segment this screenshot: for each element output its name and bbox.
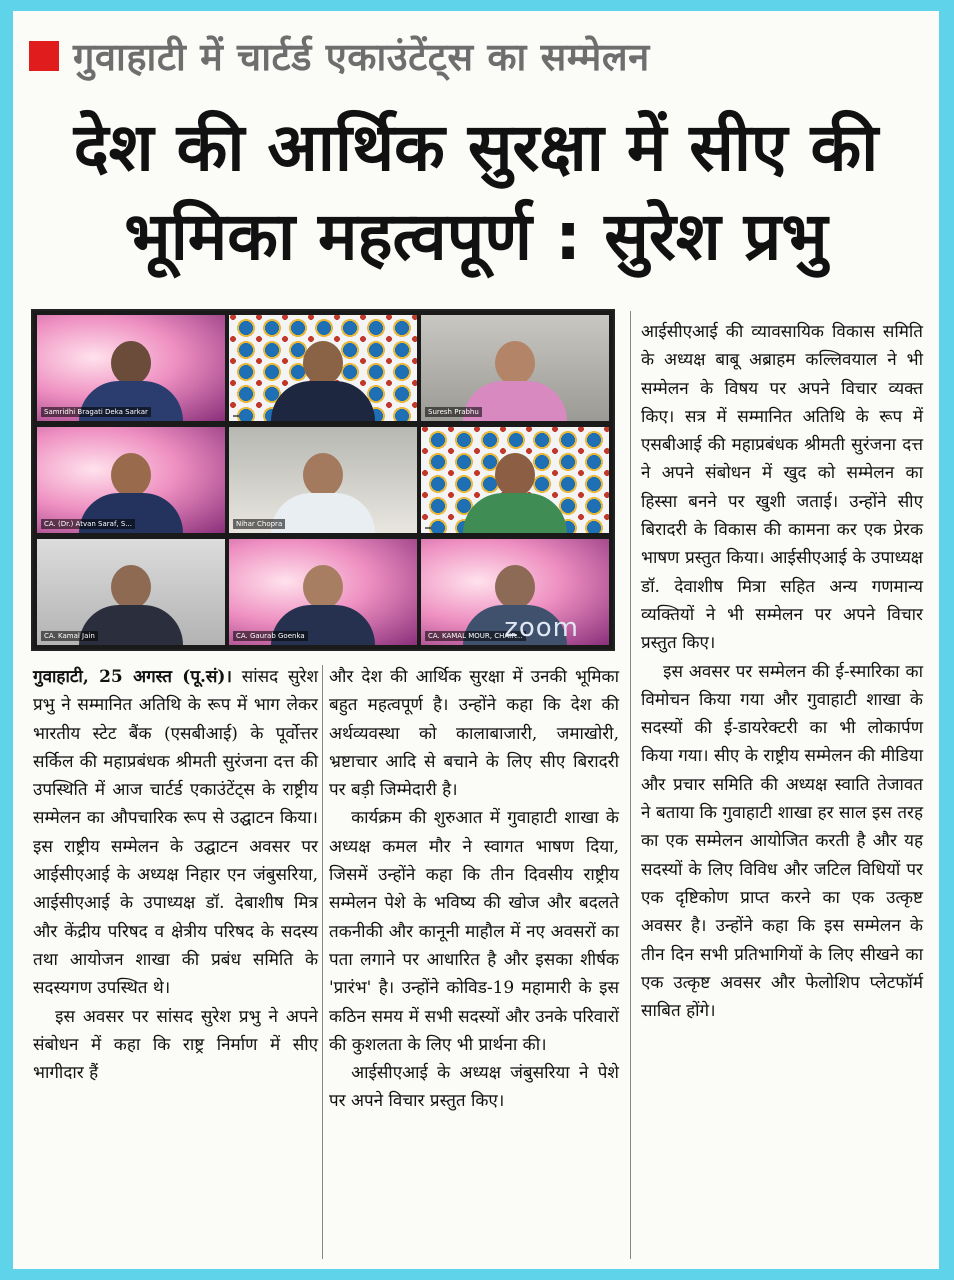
article-paragraph: आईसीएआई की व्यावसायिक विकास समिति के अध्यक्ष बाबू अब्राहम कल्लिवयाल ने भी सम्मेलन के विषय पर अपने विचार व्यक्त किए। सत्र में सम्मानित अतिथि के रूप में एसबीआई की महाप्रबंधक श्रीमती सुरंजना दत्त ने अपने संबोधन में खुद को सम्मेलन का हिस्सा बनने पर खुशी जताई। उन्होंने सीए बिरादरी के विकास की कामना कर एक प्रेरक भाषण प्रस्तुत किया। आईसीएआई के उपाध्यक्ष डॉ. देवाशीष मित्रा सहित अन्य गणमान्य व्यक्तियों ने भी सम्मेलन पर अपने विचार प्रस्तुत किए। bbox=[641, 322, 923, 654]
newspaper-clipping bbox=[13, 11, 939, 1269]
article-paragraph: और देश की आर्थिक सुरक्षा में उनकी भूमिका बहुत महत्वपूर्ण है। उन्होंने कहा कि देश की अर्थव्यवस्था को कालाबाजारी, जमाखोरी, भ्रष्टाचार आदि से बचाने के लिए सीए बिरादरी पर बड़ी जिम्मेदारी है। bbox=[329, 667, 619, 801]
zoom-watermark: zoom bbox=[504, 613, 579, 643]
article-column-1 bbox=[33, 663, 318, 1087]
video-conference-photo bbox=[31, 309, 615, 651]
participant-name: CA. Gaurab Goenka bbox=[233, 631, 308, 641]
article-column-3 bbox=[641, 318, 923, 1025]
participant-tile bbox=[37, 315, 225, 421]
red-square-bullet-icon bbox=[29, 41, 59, 71]
participant-name: CA. (Dr.) Atvan Saraf, S... bbox=[41, 519, 135, 529]
column-divider bbox=[630, 311, 631, 1259]
participant-name: Suresh Prabhu bbox=[425, 407, 482, 417]
headline-line-2: भूमिका महत्वपूर्ण : सुरेश प्रभु bbox=[124, 198, 828, 275]
participant-tile bbox=[421, 427, 609, 533]
article-column-2 bbox=[329, 663, 619, 1116]
article-paragraph: इस अवसर पर सांसद सुरेश प्रभु ने अपने संबोधन में कहा कि राष्ट्र निर्माण में सीए भागीदार हैं bbox=[33, 1006, 318, 1084]
participant-name: CA. KAMAL MOUR, CHAIR... bbox=[425, 631, 526, 641]
participant-name: CA. Kamal Jain bbox=[41, 631, 98, 641]
participant-name: Samridhi Bragati Deka Sarkar bbox=[41, 407, 151, 417]
headline-line-1: देश की आर्थिक सुरक्षा में सीए की bbox=[73, 109, 879, 186]
participant-tile bbox=[229, 539, 417, 645]
participant-tile bbox=[229, 315, 417, 421]
headline bbox=[13, 105, 939, 283]
participant-tile bbox=[421, 315, 609, 421]
participant-tile bbox=[37, 427, 225, 533]
column-divider bbox=[322, 665, 323, 1259]
article-paragraph: गुवाहाटी, 25 अगस्त (पू.सं)। सांसद सुरेश प्रभु ने सम्मानित अतिथि के रूप में भाग लेकर भारतीय स्टेट बैंक (एसबीआई) के पूर्वोत्तर सर्किल की महाप्रबंधक श्रीमती सुरंजना दत्त की उपस्थिति में आज चार्टर्ड एकाउंटेंट्स के राष्ट्रीय सम्मेलन का औपचारिक रूप से उद्घाटन किया। इस राष्ट्रीय सम्मेलन के उद्घाटन अवसर पर आईसीएआई के अध्यक्ष निहार एन जंबुसरिया, आईसीएआई के उपाध्यक्ष डॉ. देबाशीष मित्र और केंद्रीय परिषद व क्षेत्रीय परिषद के सदस्य तथा आयोजन शाखा की प्रबंध समिति के सदस्यगण उपस्थित थे। bbox=[33, 667, 319, 999]
participant-name bbox=[233, 415, 239, 417]
section-kicker bbox=[29, 17, 925, 95]
article-paragraph: कार्यक्रम की शुरुआत में गुवाहाटी शाखा के अध्यक्ष कमल मौर ने स्वागत भाषण दिया, जिसमें उन्होंने कहा कि तीन दिवसीय राष्ट्रीय सम्मेलन पेशे के भविष्य की खोज और बदलते तकनीकी और कानूनी माहौल में नए अवसरों का पता लगाने पर आधारित है और इसका शीर्षक 'प्रारंभ' है। उन्होंने कोविड-19 महामारी के इस कठिन समय में सभी सदस्यों और उनके परिवारों की कुशलता के लिए भी प्रार्थना की। bbox=[329, 808, 619, 1055]
dateline: गुवाहाटी, 25 अगस्त (पू.सं)। bbox=[33, 667, 232, 687]
participant-tile bbox=[37, 539, 225, 645]
article-paragraph: इस अवसर पर सम्मेलन की ई-स्मारिका का विमोचन किया गया और गुवाहाटी शाखा के सदस्यों की ई-डायरेक्टरी का भी लोकार्पण किया गया। सीए के राष्ट्रीय सम्मेलन की मीडिया और प्रचार समिति की अध्यक्ष स्वाति तेजावत ने बताया कि गुवाहाटी शाखा हर साल इस तरह का एक सम्मेलन आयोजित करती है और यह सदस्यों के लिए विविध और जटिल विधियों पर एक दृष्टिकोण प्राप्त करने का एक उत्कृष्ट अवसर है। उन्होंने कहा कि इस सम्मेलन के तीन दिन सभी प्रतिभागियों के लिए सीखने का एक उत्कृष्ट अवसर और फेलोशिप प्लेटफॉर्म साबित होंगे। bbox=[641, 661, 923, 1022]
participant-tile bbox=[421, 539, 609, 645]
participant-name: Nihar Chopra bbox=[233, 519, 285, 529]
kicker-text: गुवाहाटी में चार्टर्ड एकाउंटेंट्स का सम्मेलन bbox=[73, 35, 650, 79]
article-paragraph: आईसीएआई के अध्यक्ष जंबुसरिया ने पेशे पर अपने विचार प्रस्तुत किए। bbox=[329, 1063, 619, 1112]
participant-tile bbox=[229, 427, 417, 533]
participant-name bbox=[425, 527, 431, 529]
